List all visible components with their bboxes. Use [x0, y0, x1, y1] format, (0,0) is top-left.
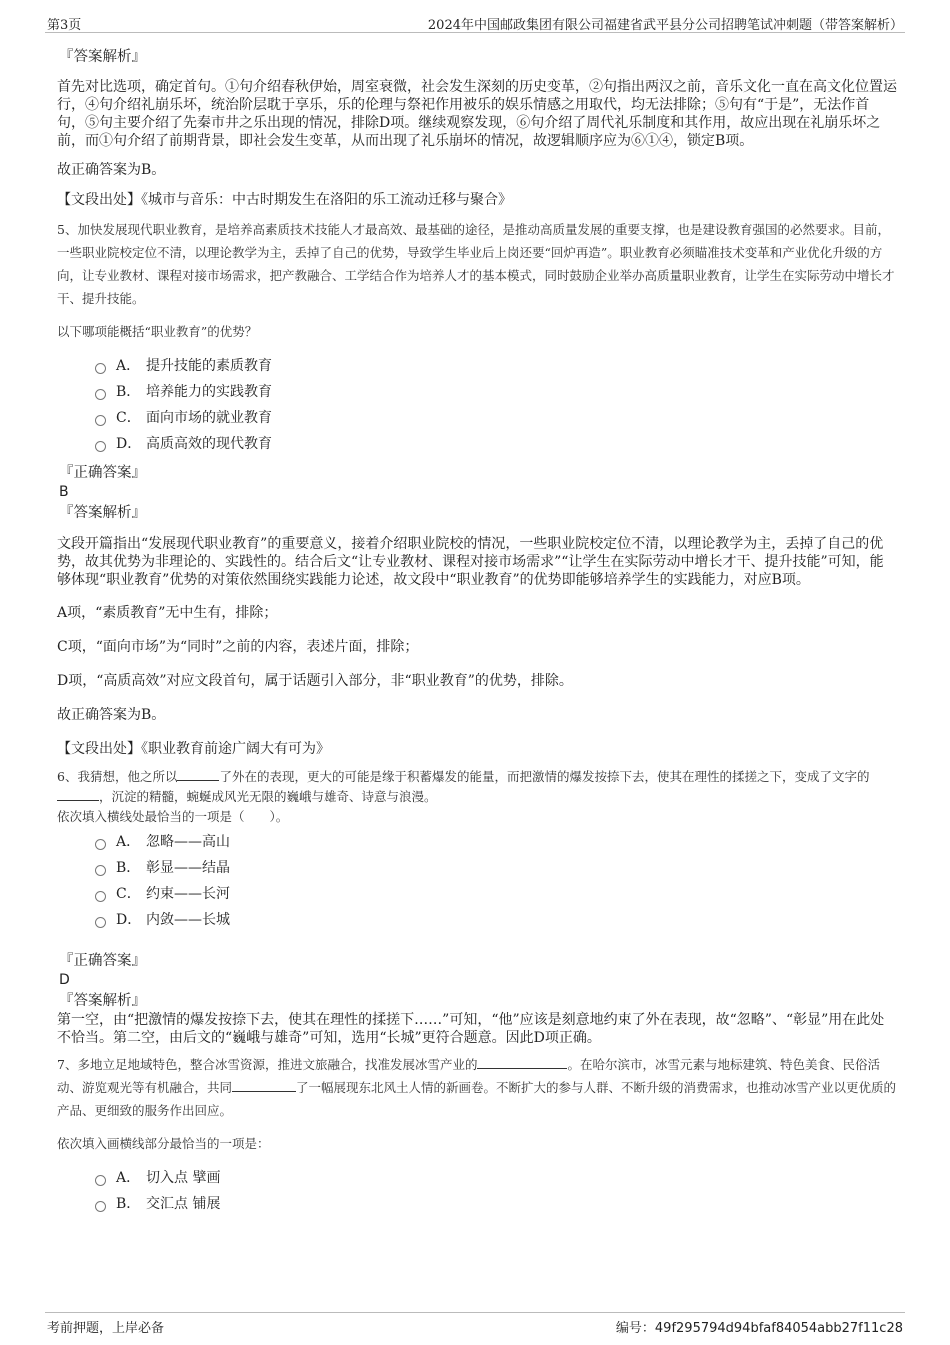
- q7-instruction: 依次填入画横线部分最恰当的一项是：: [57, 1136, 270, 1151]
- q5-stem: 5、加快发展现代职业教育，是培养高素质技术技能人才最高效、最基础的途径，是推动高质量发展的重要支撑，也是建设教育强国的必然要求。目前，一些职业院校定位不清，以理论教学为主，丢掉了自己的优势，导致学生毕业后上岗还要“回炉再造”。职业教育必须瞄准技术变革和产业优化升级的方向，让专业教材、课程对接市场需求，把产教融合、工学结合作为培养人才的基本模式，同时鼓励企业举办高质量职业教育，让学生在实际劳动中增长才干、提升技能。: [57, 222, 895, 306]
- radio-icon[interactable]: [95, 1201, 106, 1212]
- q5-source: [57, 739, 897, 759]
- q5-option-b[interactable]: B． 培养能力的实践教育: [57, 379, 897, 405]
- q6-instruction: 依次填入横线处最恰当的一项是（ ）。: [57, 809, 289, 824]
- q6-option-b[interactable]: B． 彰显——结晶: [57, 855, 897, 881]
- q6-analysis-tag: 『答案解析』: [59, 993, 146, 1009]
- q5-note-c: C项，“面向市场”为“同时”之前的内容，表述片面，排除；: [57, 639, 419, 655]
- source-title: 《职业教育前途广阔大有可为》: [141, 741, 330, 757]
- radio-icon[interactable]: [95, 389, 106, 400]
- radio-icon[interactable]: [95, 865, 106, 876]
- source-title: 《城市与音乐：中古时期发生在洛阳的乐工流动迁移与聚合》: [141, 192, 512, 208]
- radio-icon[interactable]: [95, 917, 106, 928]
- radio-icon[interactable]: [95, 363, 106, 374]
- q7-options: [57, 1165, 897, 1217]
- q4-conclusion: 故正确答案为B。: [57, 162, 166, 178]
- q6-option-a[interactable]: A． 忽略——高山: [57, 829, 897, 855]
- q6-option-d[interactable]: D． 内敛——长城: [57, 907, 897, 933]
- q7-option-b[interactable]: B． 交汇点 铺展: [57, 1191, 897, 1217]
- q5-option-a[interactable]: A． 提升技能的素质教育: [57, 353, 897, 379]
- q5-note-d: D项，“高质高效”对应文段首句，属于话题引入部分，非“职业教育”的优势，排除。: [57, 673, 573, 689]
- radio-icon[interactable]: [95, 839, 106, 850]
- document-code: 编号：49f295794d94bfaf84054abb27f11c28: [615, 1321, 903, 1336]
- q6-stem: 6、我猜想，他之所以 了外在的表现，更大的可能是缘于积蓄爆发的能量，而把激情的爆发按捺下去，使其在理性的揉搓之下，变成了文字的，沉淀的精髓，蜿蜒成风光无限的巍峨与雄奇、诗意与浪漫。: [57, 769, 870, 804]
- q6-answer: D: [59, 972, 70, 988]
- q6-option-c[interactable]: C． 约束——长河: [57, 881, 897, 907]
- footer-slogan: 考前押题，上岸必备: [47, 1321, 165, 1336]
- answer-blank: [177, 768, 219, 781]
- page-number: 第3页: [47, 18, 82, 33]
- q6-answer-tag: 『正确答案』: [59, 953, 146, 969]
- q5-option-c[interactable]: C． 面向市场的就业教育: [57, 405, 897, 431]
- q4-analysis: 首先对比选项，确定首句。①句介绍春秋伊始，周室衰微，社会发生深刻的历史变革，②句指出两汉之前，音乐文化一直在高文化位置运行，④句介绍礼崩乐坏，统治阶层耽于享乐，乐的伦理与祭祀作用被乐的娱乐情感之用取代，均无法排除；⑤句有“于是”，无法作首句，⑤句主要介绍了先秦市井之乐出现的情况，排除D项。继续观察发现，⑥句介绍了周代礼乐制度和其作用，故应出现在礼崩乐坏之前，而①句介绍了前期背景，即社会发生变革，从而出现了礼乐崩坏的情况，故逻辑顺序应为⑥①④，锁定B项。: [57, 79, 897, 149]
- q6-analysis: 第一空，由“把激情的爆发按捺下去，使其在理性的揉搓下……”可知，“他”应该是刻意地约束了外在表现，故“忽略”、“彰显”用在此处不恰当。第二空，由后文的“巍峨与雄奇”可知，选用“长城”更符合题意。因此D项正确。: [57, 1012, 885, 1046]
- answer-blank: [232, 1079, 296, 1092]
- q5-answer: B: [59, 484, 69, 500]
- q5-analysis-tag: 『答案解析』: [59, 505, 146, 521]
- radio-icon[interactable]: [95, 1175, 106, 1186]
- q5-analysis: 文段开篇指出“发展现代职业教育”的重要意义，接着介绍职业院校的情况，一些职业院校定位不清，以理论教学为主，丢掉了自己的优势，故其优势为非理论的、实践性的。结合后文“让专业教材、课程对接市场需求”“让学生在实际劳动中增长才干、提升技能”可知，能够体现“职业教育”优势的对策依然围绕实践能力论述，故文段中“职业教育”的优势即能够培养学生的实践能力，对应B项。: [57, 536, 884, 588]
- radio-icon[interactable]: [95, 441, 106, 452]
- source-label: 【文段出处】: [57, 192, 141, 208]
- q4-source: [57, 190, 897, 210]
- q4-analysis-tag: 『答案解析』: [59, 49, 146, 65]
- q5-question: 以下哪项能概括“职业教育”的优势？: [57, 324, 258, 339]
- page-footer: [45, 1312, 905, 1337]
- q6-options: [57, 829, 897, 933]
- radio-icon[interactable]: [95, 891, 106, 902]
- answer-blank: [57, 788, 99, 801]
- q5-option-d[interactable]: D． 高质高效的现代教育: [57, 431, 897, 457]
- answer-blank: [477, 1056, 567, 1069]
- q5-answer-tag: 『正确答案』: [59, 465, 146, 481]
- q5-conclusion: 故正确答案为B。: [57, 707, 166, 723]
- source-label: 【文段出处】: [57, 741, 141, 757]
- q5-options: [57, 353, 897, 457]
- page-header: [45, 12, 905, 33]
- q7-stem: 7、多地立足地域特色，整合冰雪资源，推进文旅融合，找准发展冰雪产业的 。在哈尔滨市，冰雪元素与地标建筑、特色美食、民俗活动、游览观光等有机融合，共同 了一幅展现东北风土人情的新画卷。不断扩大的参与人群、不断升级的消费需求，也推动冰雪产业以更优质的产品、更细致的服务作出回应。: [57, 1057, 897, 1118]
- document-body: [57, 40, 897, 1217]
- q5-note-a: A项，“素质教育”无中生有，排除；: [57, 605, 278, 621]
- q7-option-a[interactable]: A． 切入点 擘画: [57, 1165, 897, 1191]
- document-title: 2024年中国邮政集团有限公司福建省武平县分公司招聘笔试冲刺题（带答案解析）: [427, 18, 903, 33]
- radio-icon[interactable]: [95, 415, 106, 426]
